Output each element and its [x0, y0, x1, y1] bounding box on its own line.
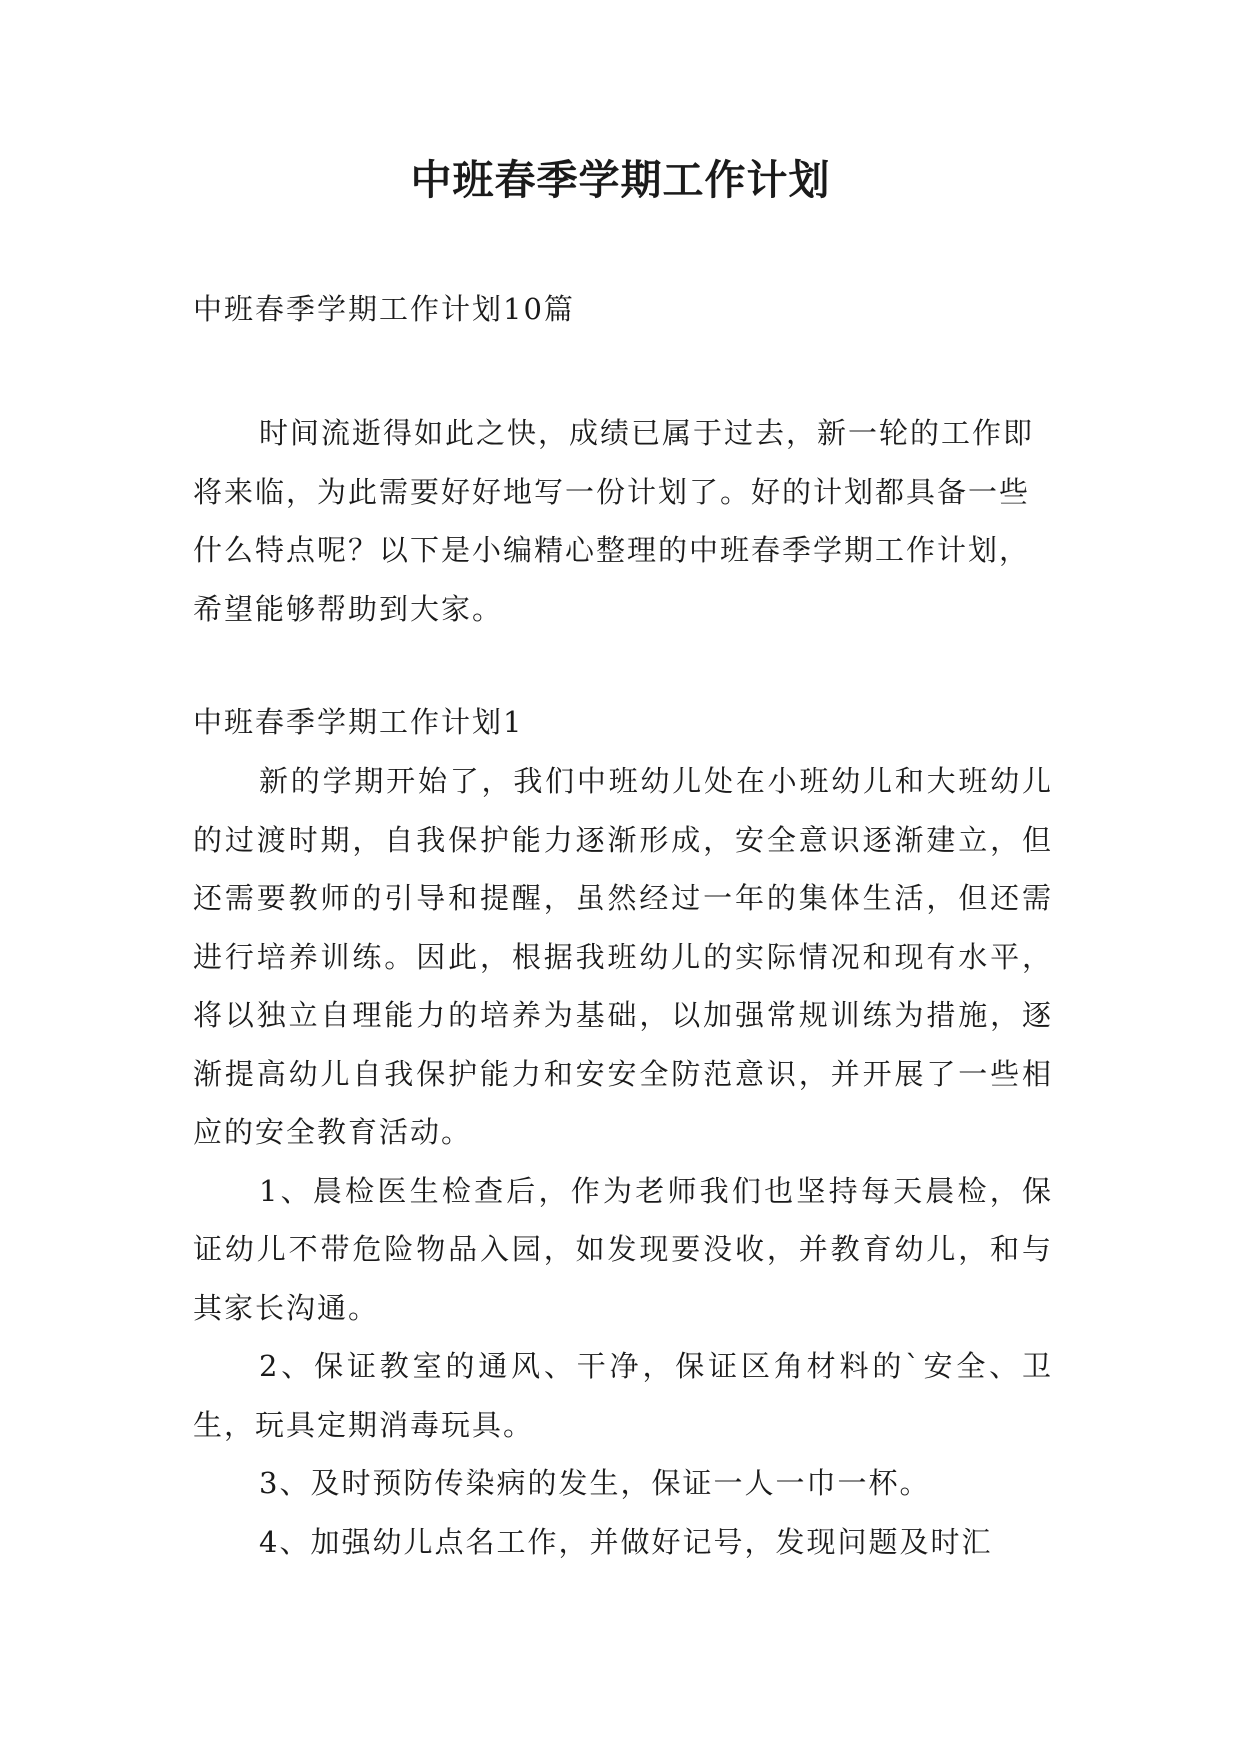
document-subtitle: 中班春季学期工作计划10篇: [193, 292, 575, 326]
document-title: 中班春季学期工作计划: [410, 156, 831, 204]
section-heading: 中班春季学期工作计划1: [193, 705, 524, 739]
body-paragraph: 4、加强幼儿点名工作，并做好记号，发现问题及时汇: [259, 1524, 993, 1559]
body-paragraph: 2、保证教室的通风、干净，保证区角材料的`安全、卫生，玩具定期消毒玩具。: [193, 1349, 1053, 1442]
body-paragraph: 新的学期开始了，我们中班幼儿处在小班幼儿和大班幼儿的过渡时期，自我保护能力逐渐形成，安全意识逐渐建立，但还需要教师的引导和提醒，虽然经过一年的集体生活，但还需进行培养训练。因此，根据我班幼儿的实际情况和现有水平，将以独立自理能力的培养为基础，以加强常规训练为措施，逐渐提高幼儿自我保护能力和安安全防范意识，并开展了一些相应的安全教育活动。: [193, 764, 1053, 1149]
body-paragraph: 3、及时预防传染病的发生，保证一人一巾一杯。: [259, 1466, 931, 1500]
body-text: [193, 752, 1053, 1571]
body-paragraph: 1、晨检医生检查后，作为老师我们也坚持每天晨检，保证幼儿不带危险物品入园，如发现要没收，并教育幼儿，和与其家长沟通。: [193, 1173, 1053, 1325]
intro-paragraph: 时间流逝得如此之快，成绩已属于过去，新一轮的工作即将来临，为此需要好好地写一份计划了。好的计划都具备一些什么特点呢？以下是小编精心整理的中班春季学期工作计划，希望能够帮助到大家。: [193, 416, 1035, 626]
